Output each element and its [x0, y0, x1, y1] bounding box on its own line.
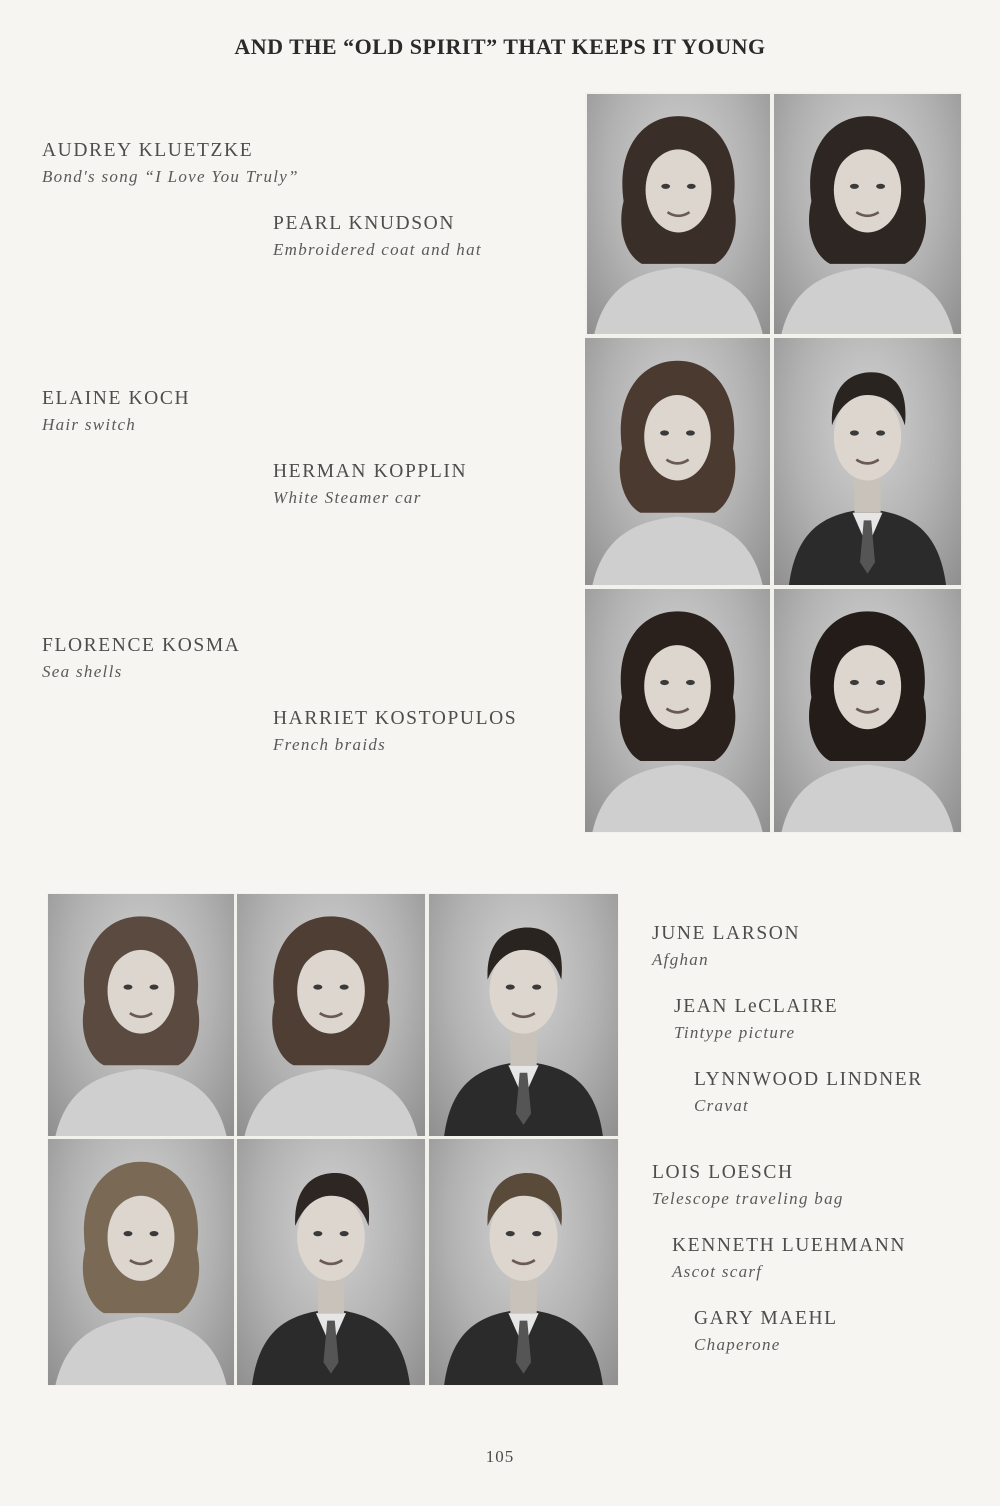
entry-pearl-knudson: [273, 212, 482, 261]
portrait-silhouette: [48, 1139, 234, 1385]
student-name: GARY MAEHL: [694, 1308, 838, 1329]
entry-kenneth-luehmann: [672, 1234, 906, 1283]
student-memento: Sea shells: [42, 662, 123, 681]
portrait-photo: [237, 1139, 425, 1385]
portrait-silhouette: [48, 894, 234, 1136]
portrait-photo: [585, 338, 770, 585]
bottom-portrait-grid: [47, 893, 619, 1386]
student-memento: Hair switch: [42, 415, 137, 434]
student-name: LOIS LOESCH: [652, 1162, 794, 1183]
portrait-silhouette: [774, 338, 961, 585]
entry-june-larson: [652, 922, 800, 971]
entry-audrey-kluetzke: [42, 139, 299, 188]
page-headline: AND THE “OLD SPIRIT” THAT KEEPS IT YOUNG: [234, 34, 766, 59]
student-name: AUDREY KLUETZKE: [42, 140, 254, 161]
student-memento: Bond's song “I Love You Truly”: [42, 167, 299, 186]
entry-lynnwood-lindner: [694, 1068, 923, 1117]
student-name: ELAINE KOCH: [42, 388, 191, 409]
portrait-silhouette: [585, 338, 770, 585]
student-name: JUNE LARSON: [652, 923, 801, 944]
portrait-silhouette: [587, 94, 770, 334]
student-memento: Tintype picture: [674, 1023, 796, 1042]
portrait-photo: [429, 1139, 618, 1385]
portrait-silhouette: [237, 894, 425, 1136]
portrait-silhouette: [585, 589, 770, 832]
top-portrait-grid: [585, 92, 963, 833]
portrait-photo: [48, 1139, 234, 1385]
entry-florence-kosma: [42, 634, 240, 683]
student-name: KENNETH LUEHMANN: [672, 1235, 907, 1256]
student-name: HERMAN KOPPLIN: [273, 461, 468, 482]
portrait-silhouette: [774, 94, 961, 334]
portrait-photo: [429, 894, 618, 1136]
portrait-photo: [774, 338, 961, 585]
student-name: LYNNWOOD LINDNER: [694, 1069, 923, 1090]
student-name: HARRIET KOSTOPULOS: [273, 708, 518, 729]
portrait-silhouette: [429, 894, 618, 1136]
student-memento: Embroidered coat and hat: [273, 240, 482, 259]
student-memento: White Steamer car: [273, 488, 422, 507]
entry-harriet-kostopulos: [273, 707, 517, 756]
student-name: JEAN LeCLAIRE: [674, 996, 839, 1017]
student-memento: Chaperone: [694, 1335, 781, 1354]
student-memento: Ascot scarf: [672, 1262, 763, 1281]
portrait-photo: [774, 94, 961, 334]
student-memento: French braids: [273, 735, 387, 754]
student-memento: Telescope traveling bag: [652, 1189, 844, 1208]
entry-gary-maehl: [694, 1307, 838, 1356]
entry-elaine-koch: [42, 387, 190, 436]
student-memento: Afghan: [652, 950, 709, 969]
portrait-silhouette: [237, 1139, 425, 1385]
entry-herman-kopplin: [273, 460, 467, 509]
portrait-photo: [585, 589, 770, 832]
entry-jean-leclaire: [674, 995, 838, 1044]
portrait-photo: [774, 589, 961, 832]
portrait-photo: [587, 94, 770, 334]
student-name: PEARL KNUDSON: [273, 213, 456, 234]
student-name: FLORENCE KOSMA: [42, 635, 241, 656]
student-memento: Cravat: [694, 1096, 750, 1115]
entry-lois-loesch: [652, 1161, 844, 1210]
portrait-photo: [48, 894, 234, 1136]
page-number: 105: [485, 1447, 515, 1466]
portrait-silhouette: [429, 1139, 618, 1385]
portrait-silhouette: [774, 589, 961, 832]
portrait-photo: [237, 894, 425, 1136]
